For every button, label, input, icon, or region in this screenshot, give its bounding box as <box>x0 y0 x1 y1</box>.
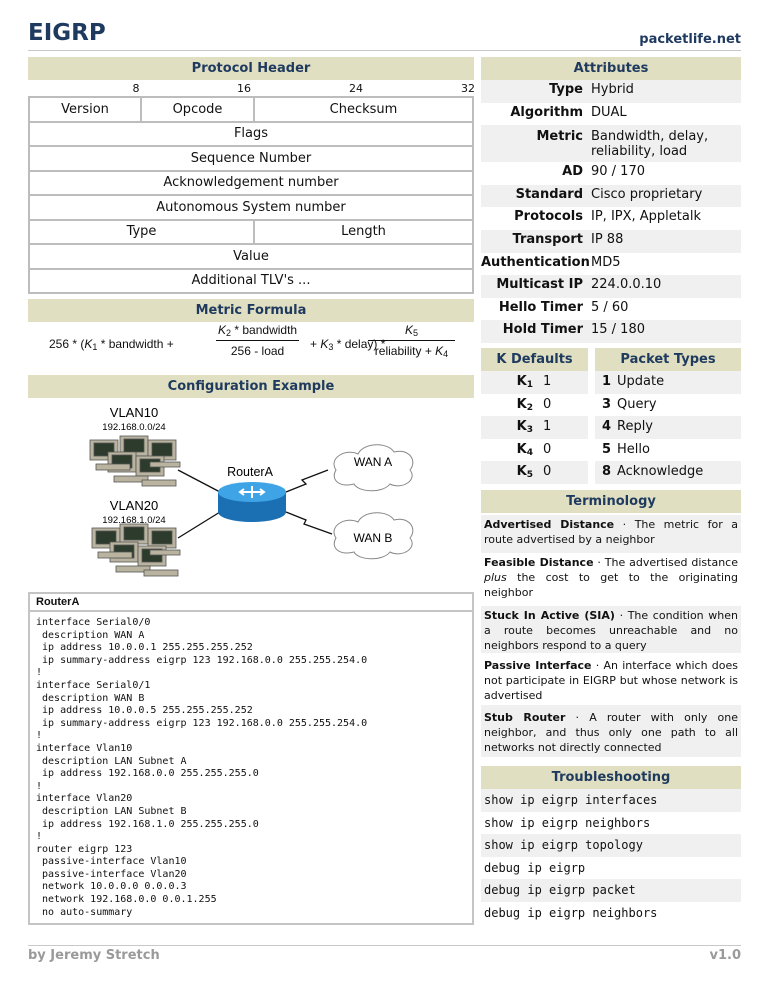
term-desc: The condition when a route becomes unreachable and no neighbors respond to a query <box>484 609 738 652</box>
attribute-value: Bandwidth, delay, reliability, load <box>591 129 709 160</box>
attribute-value: DUAL <box>591 104 627 120</box>
k-letter: K <box>516 419 527 435</box>
field-opcode: Opcode <box>141 97 254 122</box>
k-name <box>481 439 543 462</box>
bit-label: 24 <box>349 82 363 95</box>
attributes-title: Attributes <box>481 57 741 80</box>
pc-group-icon <box>90 436 180 486</box>
field-as: Autonomous System number <box>29 195 473 220</box>
term-desc: The advertised distance <box>604 556 738 569</box>
formula-k: K <box>84 337 93 351</box>
link-line <box>178 512 220 538</box>
attribute-key: Type <box>549 82 583 97</box>
k-name <box>481 461 543 484</box>
attribute-key: Metric <box>536 129 583 145</box>
command-item: show ip eigrp topology <box>481 834 741 857</box>
fraction-denominator <box>368 341 455 359</box>
vlan10-label: VLAN10 <box>109 405 159 420</box>
terminology-title: Terminology <box>481 490 741 513</box>
attribute-value: 15 / 180 <box>591 322 645 338</box>
k-name <box>481 371 543 394</box>
attribute-key: Hello Timer <box>498 299 583 315</box>
troubleshooting-list <box>481 789 741 925</box>
config-code: interface Serial0/0 description WAN A ip address 10.0.0.1 255.255.255.252 ip summary-address eigrp 123 192.168.0.0 255.255.254.0 ! interface Serial0/1 description WAN B ip address 10.0.0.5 255.255.255.252 ip summary-address eigrp 123 192.168.0.0 255.255.254.0 ! interface Vlan10 description LAN Subnet A ip address 192.168.0.0 255.255.255.0 ! interface Vlan20 description LAN Subnet B ip address 192.168.1.0 255.255.255.0 ! router eigrp 123 passive-interface Vlan10 passive-interface Vlan20 network 10.0.0.0 0.0.0.3 network 192.168.0.0 0.0.1.255 no auto-summary <box>36 617 368 918</box>
term-name: Advertised Distance <box>484 518 615 531</box>
fraction-numerator <box>368 323 455 341</box>
k-letter: K <box>516 396 527 412</box>
formula-k: K <box>435 344 444 358</box>
field-ack: Acknowledgement number <box>29 171 473 196</box>
attribute-row <box>481 207 741 230</box>
attribute-value: Hybrid <box>591 82 634 97</box>
attribute-key: Algorithm <box>510 104 583 120</box>
bit-label: 8 <box>132 82 140 95</box>
packet-type-name: Acknowledge <box>617 464 704 480</box>
term-desc: the cost to get to the originating neighbor <box>484 571 738 599</box>
formula-k-sub: 3 <box>328 342 334 352</box>
attribute-row <box>481 253 741 276</box>
formula-text: 256 * ( <box>49 337 85 351</box>
packet-type-row <box>595 394 741 417</box>
k-value: 0 <box>543 396 552 412</box>
network-diagram <box>28 400 474 588</box>
config-box-title: RouterA <box>30 594 472 612</box>
router-icon <box>218 482 286 522</box>
protocol-header-title: Protocol Header <box>28 57 474 80</box>
packet-type-row <box>595 371 741 394</box>
k-value: 0 <box>543 441 552 457</box>
packet-type-name: Query <box>617 396 657 412</box>
footer-author: by Jeremy Stretch <box>28 948 160 963</box>
attributes-table <box>481 80 741 343</box>
packet-type-name: Reply <box>617 419 654 435</box>
attribute-value: IP 88 <box>591 231 624 247</box>
fraction-denominator: 256 - load <box>230 344 285 358</box>
packet-type-num: 5 <box>601 441 611 457</box>
attribute-value: MD5 <box>591 254 621 270</box>
bit-ruler <box>28 82 474 96</box>
k-default-row <box>481 394 588 417</box>
footer-divider <box>28 945 741 946</box>
field-additional: Additional TLV's ... <box>29 269 473 294</box>
formula-text: reliability + <box>374 344 436 358</box>
attribute-row <box>481 298 741 321</box>
attribute-row <box>481 103 741 126</box>
term-item <box>481 705 741 757</box>
attribute-key: Standard <box>515 186 583 202</box>
packet-type-row <box>595 416 741 439</box>
page-title: EIGRP <box>28 20 106 46</box>
field-length: Length <box>254 220 473 245</box>
vlan20-network: 192.168.1.0/24 <box>102 515 166 526</box>
term-sep: · <box>593 556 605 569</box>
config-example-title: Configuration Example <box>28 375 474 398</box>
packet-type-name: Update <box>617 374 665 389</box>
formula-k-sub: 5 <box>413 328 419 338</box>
k-default-row <box>481 439 588 462</box>
formula-fraction-1 <box>216 323 299 358</box>
attribute-row <box>481 230 741 253</box>
k-defaults-title: K Defaults <box>481 348 588 371</box>
formula-k-sub: 1 <box>92 342 98 352</box>
k-letter: K <box>516 464 527 480</box>
attribute-key: Multicast IP <box>496 277 583 293</box>
k-sub: 1 <box>526 380 533 390</box>
term-sep: · <box>614 609 628 622</box>
formula-text: * bandwidth <box>231 323 298 337</box>
command-item: debug ip eigrp <box>484 860 586 875</box>
attribute-value: Cisco proprietary <box>591 186 703 202</box>
term-sep: · <box>565 711 590 724</box>
protocol-header-table <box>28 96 474 294</box>
config-box <box>28 592 474 925</box>
k-letter: K <box>516 441 527 457</box>
term-desc: An interface which does not participate in EIGRP but whose network is advertised <box>484 659 738 702</box>
packet-type-num: 4 <box>601 419 611 435</box>
formula-k: K <box>404 323 413 337</box>
attribute-key: Hold Timer <box>502 322 583 338</box>
k-value: 1 <box>543 374 552 389</box>
footer-version: v1.0 <box>709 948 741 963</box>
term-sep: · <box>591 659 604 672</box>
formula-k: K <box>320 337 329 351</box>
attribute-value: 90 / 170 <box>591 164 645 180</box>
header-divider <box>28 50 741 51</box>
field-sequence: Sequence Number <box>29 146 473 171</box>
formula-text: * delay) * <box>333 337 386 351</box>
k-name <box>481 416 543 439</box>
attribute-key: Protocols <box>514 209 583 225</box>
link-line <box>178 470 220 492</box>
metric-formula <box>28 323 474 367</box>
k-sub: 3 <box>526 425 533 436</box>
field-version: Version <box>29 97 141 122</box>
bit-label: 16 <box>237 82 251 95</box>
k-value: 0 <box>543 464 552 480</box>
formula-lead <box>49 337 174 352</box>
attribute-key: Transport <box>512 231 583 247</box>
attribute-value: 224.0.0.10 <box>591 277 662 293</box>
packet-type-num: 8 <box>601 464 611 480</box>
attribute-row <box>481 185 741 208</box>
packet-type-num: 1 <box>601 374 611 389</box>
term-item <box>481 553 741 606</box>
packet-types-title: Packet Types <box>595 348 741 371</box>
troubleshooting-title: Troubleshooting <box>481 766 741 789</box>
packet-types-table <box>595 371 741 484</box>
vlan10-network: 192.168.0.0/24 <box>102 422 166 433</box>
packet-type-row <box>595 461 741 484</box>
command-item: show ip eigrp neighbors <box>484 815 651 830</box>
command-item: debug ip eigrp packet <box>481 879 741 902</box>
attribute-row <box>481 162 741 185</box>
k-default-row <box>481 371 588 394</box>
wan-a-label: WAN A <box>353 455 393 469</box>
field-type: Type <box>29 220 254 245</box>
formula-text: * bandwidth + <box>97 337 174 351</box>
fraction-numerator <box>216 323 299 341</box>
k-sub: 4 <box>526 447 533 458</box>
field-value: Value <box>29 244 473 269</box>
wan-b-label: WAN B <box>353 531 393 545</box>
term-item <box>481 515 741 553</box>
attribute-key: Authentication <box>481 254 590 270</box>
formula-k-sub: 2 <box>226 328 232 338</box>
term-desc-emphasis: plus <box>484 571 507 584</box>
serial-link <box>286 512 332 534</box>
term-item <box>481 606 741 653</box>
attribute-row <box>481 320 741 343</box>
metric-formula-title: Metric Formula <box>28 299 474 322</box>
field-flags: Flags <box>29 122 473 147</box>
k-letter: K <box>516 374 527 389</box>
term-name: Feasible Distance <box>484 556 594 569</box>
field-checksum: Checksum <box>254 97 473 122</box>
packet-type-num: 3 <box>601 396 611 412</box>
attribute-row <box>481 80 741 103</box>
term-name: Stub Router <box>484 711 566 724</box>
terminology-list <box>481 515 741 757</box>
term-sep: · <box>614 518 635 531</box>
term-item <box>481 653 741 705</box>
attribute-value: 5 / 60 <box>591 299 629 315</box>
k-default-row <box>481 416 588 439</box>
router-label: RouterA <box>227 465 273 479</box>
command-item: debug ip eigrp neighbors <box>484 905 658 920</box>
packet-type-row <box>595 439 741 462</box>
k-default-row <box>481 461 588 484</box>
term-desc: The metric for a route advertised by a neighbor <box>484 518 739 546</box>
k-sub: 2 <box>526 402 533 413</box>
packet-type-name: Hello <box>617 441 650 457</box>
attribute-key: AD <box>562 164 583 180</box>
k-defaults-table <box>481 371 588 484</box>
site-link[interactable]: packetlife.net <box>639 32 741 47</box>
attribute-value: IP, IPX, Appletalk <box>591 209 701 225</box>
vlan20-label: VLAN20 <box>109 498 159 513</box>
k-name <box>481 394 543 417</box>
formula-text: + <box>310 337 321 351</box>
attribute-row <box>481 125 741 162</box>
k-sub: 5 <box>526 470 533 481</box>
serial-link <box>286 470 328 492</box>
term-desc: A router with only one neighbor, and thus only one path to all networks not directly connected <box>484 711 739 754</box>
k-value: 1 <box>543 419 552 435</box>
attribute-row <box>481 275 741 298</box>
formula-k: K <box>218 323 227 337</box>
formula-k-sub: 4 <box>443 349 449 359</box>
formula-fraction-2 <box>368 323 455 359</box>
term-name: Stuck In Active (SIA) <box>484 609 615 622</box>
pc-group-icon <box>92 524 180 576</box>
command-item: show ip eigrp interfaces <box>481 789 741 812</box>
term-name: Passive Interface <box>484 659 592 672</box>
bit-label: 32 <box>461 82 475 95</box>
